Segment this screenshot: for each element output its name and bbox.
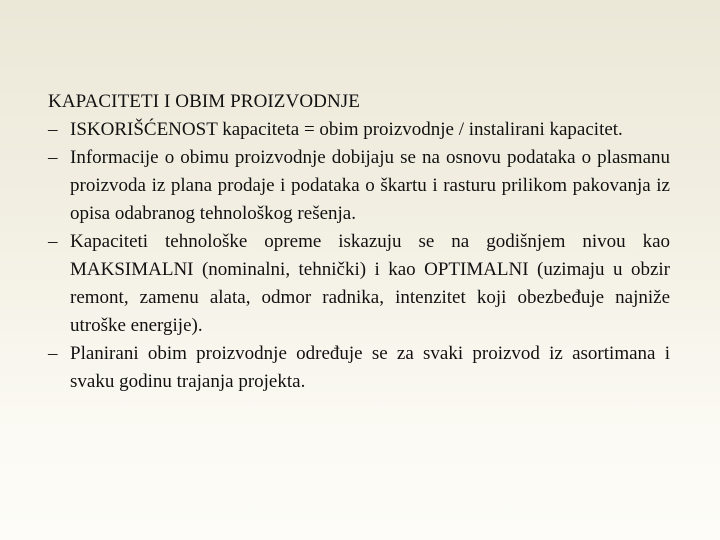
bullet-dash: – <box>48 119 58 140</box>
slide-heading: KAPACITETI I OBIM PROIZVODNJE <box>48 91 361 112</box>
bullet-dash: – <box>48 147 58 168</box>
bullet-item-utilization <box>48 116 670 144</box>
bullet-text: ISKORIŠĆENOST kapaciteta = obim proizvodnje / instalirani kapacitet. <box>70 119 623 140</box>
bullet-item-planned-volume <box>48 340 670 396</box>
bullet-item-capacities <box>48 228 670 340</box>
bullet-dash: – <box>48 343 58 364</box>
bullet-text: Planirani obim proizvodnje određuje se za svaki proizvod iz asortimana i svaku godinu trajanja projekta. <box>70 343 670 392</box>
bullet-list <box>48 116 670 396</box>
bullet-text: Informacije o obimu proizvodnje dobijaju se na osnovu podataka o plasmanu proizvoda iz plana prodaje i podataka o škartu i rasturu prilikom pakovanja iz opisa odabranog tehnološkog rešenja. <box>70 147 670 224</box>
bullet-text: Kapaciteti tehnološke opreme iskazuju se na godišnjem nivou kao MAKSIMALNI (nominalni, tehnički) i kao OPTIMALNI (uzimaju u obzir remont, zamenu alata, odmor radnika, intenzitet koji obezbeđuje najniže utroške energije). <box>70 231 670 336</box>
bullet-dash: – <box>48 231 58 252</box>
slide-content <box>48 88 670 396</box>
bullet-item-information <box>48 144 670 228</box>
